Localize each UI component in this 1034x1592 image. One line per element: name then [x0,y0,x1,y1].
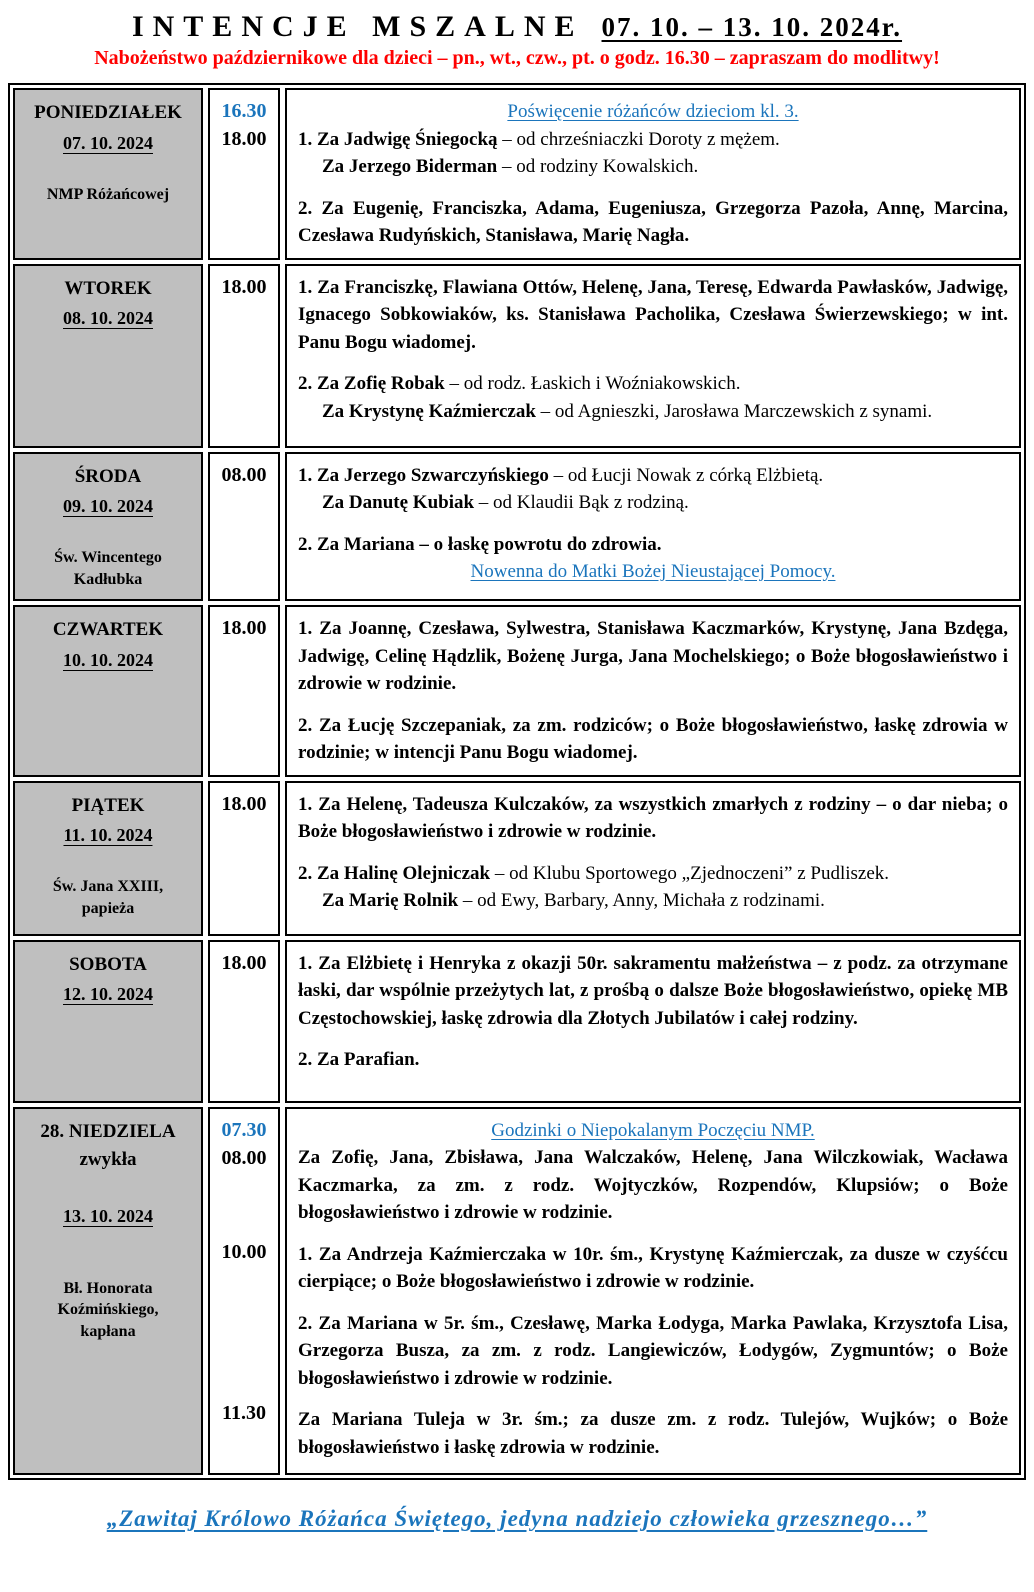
day-row [13,88,1021,260]
intention-paragraph: 2. Za Łucję Szczepaniak, za zm. rodziców; o Boże błogosławieństwo, łaskę zdrowia w rodzinie; w intencji Panu Bogu wiadomej. [298,714,1008,764]
intention-offerer: – od Ewy, Barbary, Anny, Michała z rodzinami. [458,890,825,912]
intention-person: Za Krystynę Kaźmierczak [322,400,536,422]
time-cell [208,781,280,936]
devotion-heading: Poświęcenie różańców dzieciom kl. 3. [507,101,799,122]
day-cell [13,781,203,936]
day-date: 07. 10. 2024 [63,132,153,153]
intention-offerer: – od rodz. Łaskich i Woźniakowskich. [444,373,741,394]
intention-paragraph [298,462,1008,490]
feast-label: papieża [81,899,135,917]
intention-offerer: – od Agnieszki, Jarosława Marczewskich z synami. [535,400,933,422]
footer-quote: „Zawitaj Królowo Różańca Świętego, jedyna nadziejo człowieka grzesznego…” [106,1505,928,1531]
day-name: CZWARTEK [52,619,164,641]
intention-paragraph [298,370,1008,398]
page-title-text: INTENCJE MSZALNE [131,10,584,43]
intention-paragraph: Za Mariana Tuleja w 3r. śm.; za dusze zm. z rodz. Tulejów, Wujków; o Boże błogosławieństwo i łaskę zdrowia w rodzinie. [298,1409,1008,1458]
intention-person: 2. Za Halinę Olejniczak [298,862,491,884]
feast-label: Św. Jana XXIII, [52,878,164,896]
mass-time: 08.00 [221,463,267,486]
intention-offerer: – od chrześniaczki Doroty z mężem. [497,128,780,150]
intentions-cell [285,452,1021,602]
time-cell [208,452,280,602]
intention-person: 1. Za Jadwigę Śniegocką [298,128,498,150]
feast-label: Św. Wincentego [54,549,162,566]
day-name: zwykła [79,1149,137,1171]
feast-label: Bł. Honorata [63,1279,153,1297]
mass-time: 16.30 [221,100,267,122]
intention-paragraph: 1. Za Elżbietę i Henryka z okazji 50r. sakramentu małżeństwa – z podz. za otrzymane łaski, dar wspólnie przeżytych lat, z prośbą o dalsze Boże błogosławieństwo, opiekę MB Częstochowskiej, łaskę zdrowia dla Złotych Jubilatów i całej rodziny. [298,952,1008,1029]
intention-person: Za Marię Rolnik [322,890,459,912]
day-name: PIĄTEK [71,794,145,816]
mass-time: 18.00 [221,951,267,974]
feast-label: Kadłubka [73,570,143,588]
mass-time: 18.00 [221,792,267,815]
day-name: ŚRODA [74,465,142,487]
intentions-cell [285,605,1021,777]
time-cell [208,88,280,260]
mass-time: 08.00 [221,1146,267,1169]
day-name: WTOREK [64,277,152,299]
intention-paragraph [298,126,1008,154]
intention-paragraph: Za Zofię, Jana, Zbisława, Jana Walczaków, Helenę, Jana Wilczkowiak, Wacława Kaczmarka, za zm. z rodz. Wojtyczków, Rozpendów, Klupsiów; o Boże błogosławieństwo i zdrowie w rodzinie. [298,1147,1008,1224]
intention-offerer: – od Klaudii Bąk z rodziną. [474,492,689,513]
mass-intentions-table [8,83,1026,1480]
intention-paragraph: 2. Za Mariana – o łaskę powrotu do zdrowia. [298,533,662,555]
day-row [13,781,1021,936]
intention-person: 2. Za Zofię Robak [298,373,445,394]
day-date: 09. 10. 2024 [63,496,153,516]
day-cell [13,940,203,1103]
intention-offerer: – od Klubu Sportowego „Zjednoczeni” z Pudliszek. [490,862,890,884]
day-name: SOBOTA [69,953,147,975]
intentions-cell [285,940,1021,1103]
day-row [13,452,1021,602]
intention-paragraph: 1. Za Joannę, Czesława, Sylwestra, Stanisława Kaczmarków, Krystynę, Jana Bzdęga, Jadwigę, Celinę Hądzlik, Bożenę Jurga, Jana Mochelskiego; o Boże błogosławieństwo i zdrowie w rodzinie. [298,618,1008,695]
intention-paragraph: 1. Za Franciszkę, Flawiana Ottów, Helenę, Jana, Teresę, Edwarda Pawłasków, Jadwigę, Ignacego Sobkowiaków, ks. Stanisława Pacholika, Czesława Świerzewskiego; w int. Panu Bogu wiadomej. [298,276,1008,353]
day-cell [13,452,203,602]
mass-time: 18.00 [221,617,267,640]
time-cell [208,264,280,448]
day-row [13,1107,1021,1475]
intention-person: 1. Za Jerzego Szwarczyńskiego [298,464,549,486]
intention-paragraph: 2. Za Parafian. [298,1049,420,1071]
intentions-cell [285,781,1021,936]
intention-paragraph [298,489,1008,517]
page-title-date-range: 07. 10. – 13. 10. 2024r. [601,12,903,42]
intention-offerer: – od rodziny Kowalskich. [497,156,699,177]
day-cell [13,605,203,777]
day-name: 28. NIEDZIELA [40,1120,176,1142]
time-cell [208,1107,280,1475]
day-cell [13,1107,203,1475]
feast-label: Koźmińskiego, [57,1301,159,1319]
october-devotion-announcement: Nabożeństwo październikowe dla dzieci – pn., wt., czw., pt. o godz. 16.30 – zapraszam do modlitwy! [94,47,940,69]
intention-paragraph [298,398,1008,426]
mass-time: 07.30 [221,1118,267,1141]
feast-label: kapłana [80,1322,136,1340]
devotion-heading: Nowenna do Matki Bożej Nieustającej Pomocy. [470,561,836,582]
intention-person: Za Danutę Kubiak [322,492,475,513]
day-name: PONIEDZIAŁEK [34,102,182,123]
day-cell [13,88,203,260]
intention-offerer: – od Łucji Nowak z córką Elżbietą. [548,464,824,486]
intention-person: Za Jerzego Biderman [322,156,498,177]
intentions-cell [285,1107,1021,1475]
mass-time: 18.00 [221,128,267,150]
day-date: 10. 10. 2024 [63,649,153,670]
day-row [13,940,1021,1103]
feast-label: NMP Różańcowej [46,185,170,203]
devotion-heading: Godzinki o Niepokalanym Poczęciu NMP. [491,1119,815,1141]
day-cell [13,264,203,448]
time-cell [208,605,280,777]
intention-paragraph: 2. Za Eugenię, Franciszka, Adama, Eugeniusza, Grzegorza Pazoła, Annę, Marcina, Czesława Rudyńskich, Stanisława, Marię Nagła. [298,197,1008,246]
day-date: 13. 10. 2024 [63,1205,153,1226]
intentions-cell [285,264,1021,448]
day-date: 12. 10. 2024 [63,984,153,1005]
intention-paragraph [298,887,1008,915]
mass-time: 18.00 [221,275,267,298]
page-title [8,10,1026,44]
intention-paragraph: 1. Za Andrzeja Kaźmierczaka w 10r. śm., Krystynę Kaźmierczak, za dusze w czyśćcu cierpiące; o Boże błogosławieństwo i zdrowie w rodzinie. [298,1243,1008,1293]
day-row [13,605,1021,777]
time-cell [208,940,280,1103]
intention-paragraph [298,153,1008,181]
mass-time: 10.00 [221,1240,267,1263]
intention-paragraph: 2. Za Mariana w 5r. śm., Czesławę, Marka Łodyga, Marka Pawlaka, Krzysztofa Lisa, Grzegorza Busza, za zm. z rodz. Langiewiczów, Łodygów, Zygmuntów; o Boże błogosławieństwo i zdrowie w rodzinie. [298,1312,1008,1389]
intention-paragraph: 1. Za Helenę, Tadeusza Kulczaków, za wszystkich zmarłych z rodziny – o dar nieba; o Boże błogosławieństwo i zdrowie w rodzinie. [298,793,1008,843]
mass-time: 11.30 [222,1401,266,1424]
intention-paragraph [298,860,1008,888]
intentions-cell [285,88,1021,260]
day-row [13,264,1021,448]
day-date: 08. 10. 2024 [63,308,153,328]
day-date: 11. 10. 2024 [63,825,153,846]
